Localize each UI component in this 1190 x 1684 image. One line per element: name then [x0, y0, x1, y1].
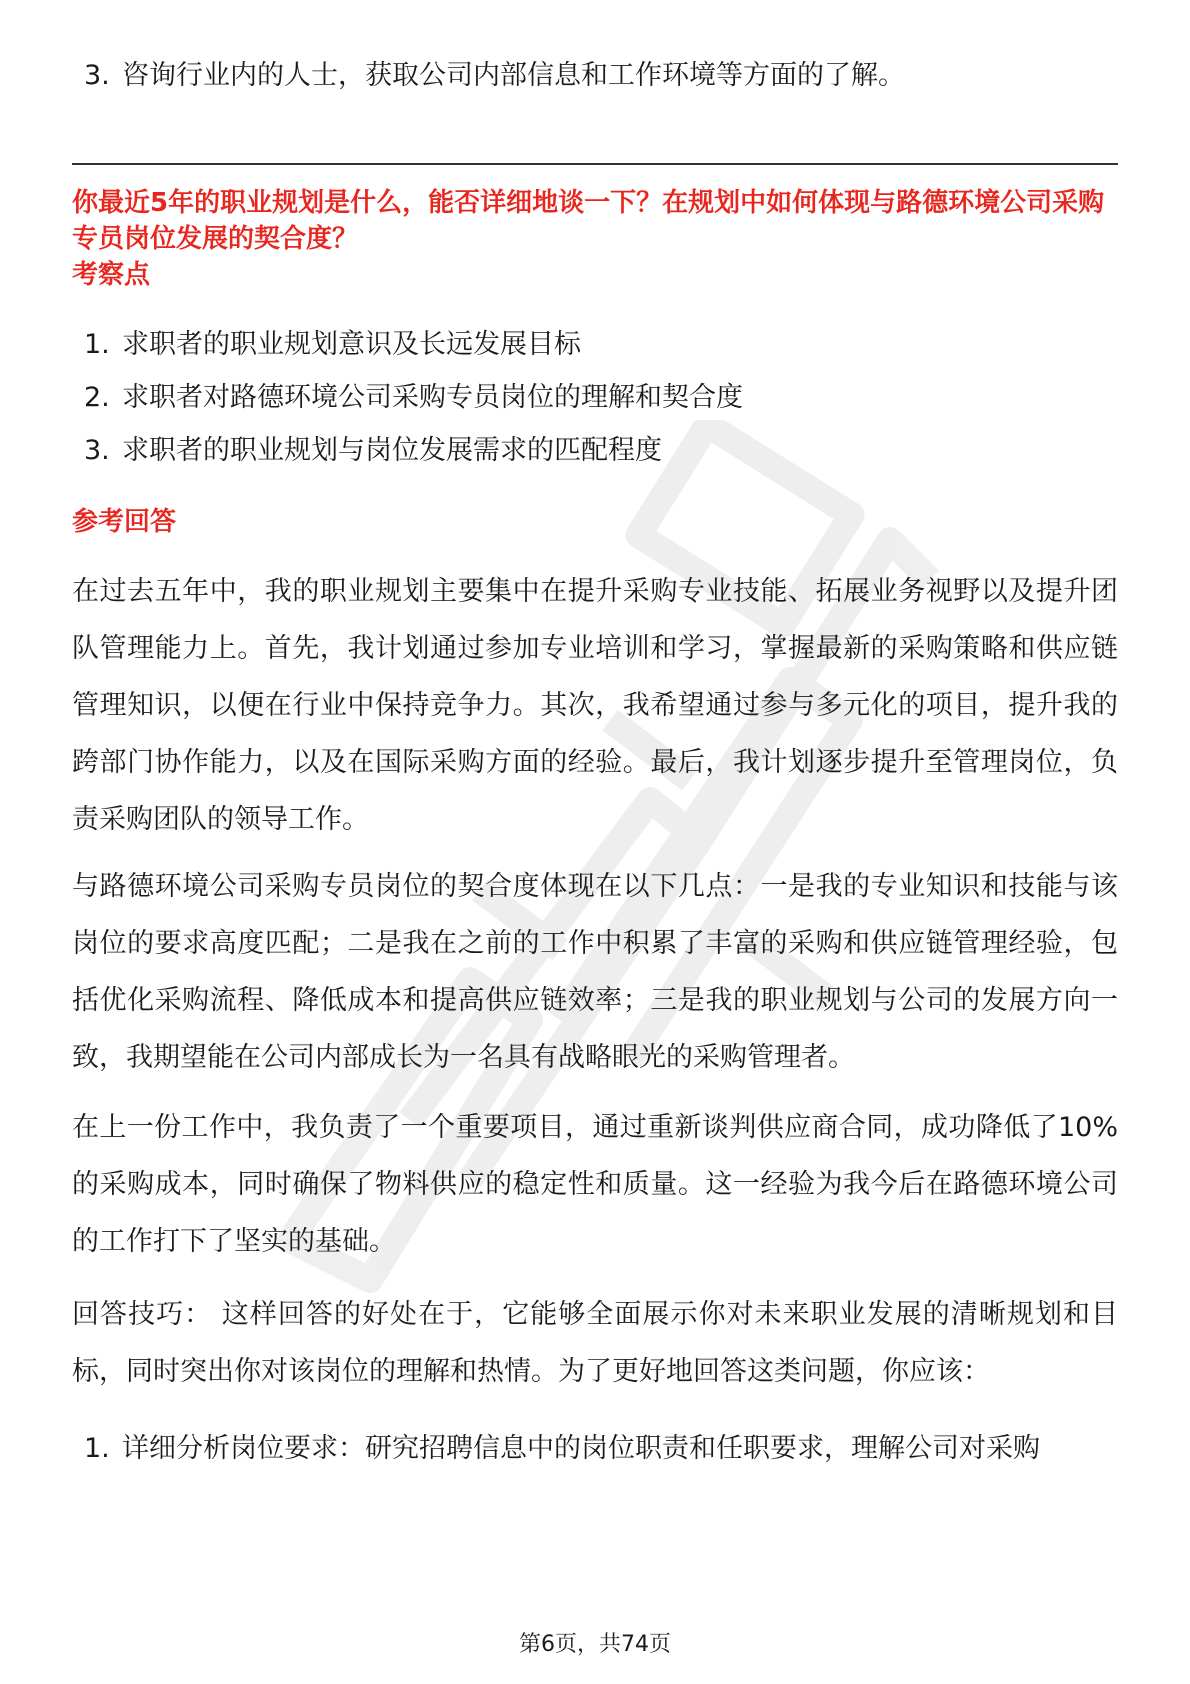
- page-footer: 第6页，共74页: [519, 1632, 671, 1657]
- prev-list-item-3: [84, 58, 905, 94]
- kaocha-title: 考察点: [72, 260, 151, 290]
- list-number: 3.: [84, 60, 110, 91]
- list-text: 求职者对路德环境公司采购专员岗位的理解和契合度: [122, 382, 743, 413]
- answer-paragraph-3: 在上一份工作中，我负责了一个重要项目，通过重新谈判供应商合同，成功降低了10%的采购成本，同时确保了物料供应的稳定性和质量。这一经验为我今后在路德环境公司的工作打下了坚实的基础。: [72, 1112, 1118, 1257]
- kaocha-item-1: [84, 327, 581, 363]
- answer-paragraph-2: 与路德环境公司采购专员岗位的契合度体现在以下几点：一是我的专业知识和技能与该岗位的要求高度匹配；二是我在之前的工作中积累了丰富的采购和供应链管理经验，包括优化采购流程、降低成本和提高供应链效率；三是我的职业规划与公司的发展方向一致，我期望能在公司内部成长为一名具有战略眼光的采购管理者。: [72, 871, 1118, 1073]
- kaocha-item-2: [84, 380, 743, 416]
- answer-title: 参考回答: [72, 507, 177, 537]
- tips-item-1: [84, 1431, 1040, 1467]
- section-divider: [72, 163, 1118, 165]
- answer-paragraph-1: 在过去五年中，我的职业规划主要集中在提升采购专业技能、拓展业务视野以及提升团队管理能力上。首先，我计划通过参加专业培训和学习，掌握最新的采购策略和供应链管理知识，以便在行业中保持竞争力。其次，我希望通过参与多元化的项目，提升我的跨部门协作能力，以及在国际采购方面的经验。最后，我计划逐步提升至管理岗位，负责采购团队的领导工作。: [72, 576, 1118, 835]
- answer-tips-paragraph: 回答技巧： 这样回答的好处在于，它能够全面展示你对未来职业发展的清晰规划和目标，同时突出你对该岗位的理解和热情。为了更好地回答这类问题，你应该：: [72, 1299, 1118, 1387]
- question-heading: 你最近5年的职业规划是什么，能否详细地谈一下？在规划中如何体现与路德环境公司采购专员岗位发展的契合度？: [72, 188, 1105, 254]
- list-text: 详细分析岗位要求：研究招聘信息中的岗位职责和任职要求，理解公司对采购: [122, 1433, 1040, 1464]
- list-text: 咨询行业内的人士，获取公司内部信息和工作环境等方面的了解。: [122, 60, 905, 91]
- list-number: 1.: [84, 1433, 110, 1464]
- list-number: 3.: [84, 435, 110, 466]
- list-text: 求职者的职业规划与岗位发展需求的匹配程度: [122, 435, 662, 466]
- list-text: 求职者的职业规划意识及长远发展目标: [122, 329, 581, 360]
- list-number: 1.: [84, 329, 110, 360]
- kaocha-item-3: [84, 433, 662, 469]
- list-number: 2.: [84, 382, 110, 413]
